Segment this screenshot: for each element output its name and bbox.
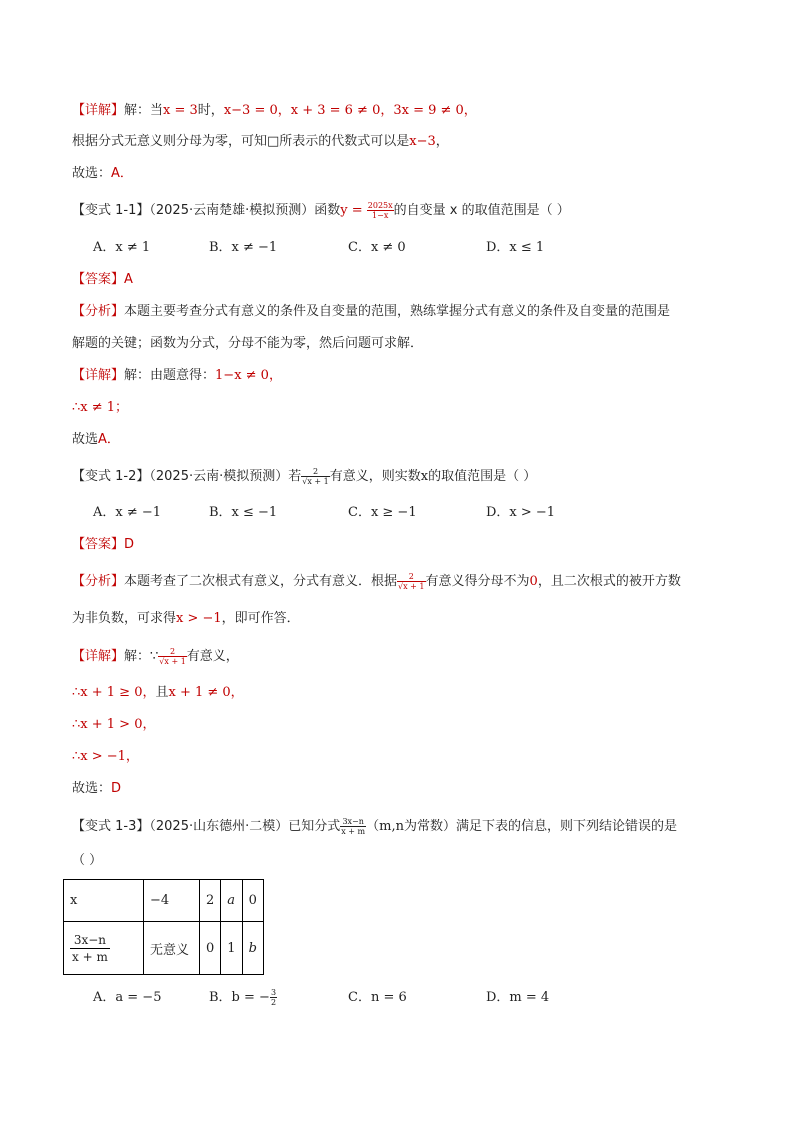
question-stem [72, 201, 570, 221]
answer-value: A [124, 272, 133, 287]
table-cell: 1 [221, 922, 242, 975]
table-cell: 0 [200, 922, 221, 975]
fraction-numerator: 2025x [367, 201, 393, 210]
option-c: C．x ≥ −1 [348, 505, 417, 520]
detail-text: 解：由题意得： [124, 368, 216, 383]
table-row [64, 880, 264, 922]
stem-text: 若 [288, 469, 302, 484]
option-d: D．m = 4 [486, 990, 550, 1005]
table-cell: 0 [242, 880, 263, 922]
stem-text: 的取值范围是（ ） [428, 469, 537, 484]
variant-tag: 【变式 1-3】 [72, 819, 150, 834]
choice-line [72, 164, 133, 184]
stem-text: （ [366, 819, 380, 834]
fraction [340, 817, 366, 836]
fraction-denominator: √x + 1 [398, 582, 425, 591]
table-cell: −4 [144, 880, 200, 922]
option-a: A．x ≠ −1 [93, 505, 162, 520]
fraction [158, 647, 187, 666]
choice-value: A． [98, 432, 120, 447]
fraction-denominator: √x + 1 [159, 657, 186, 666]
detail-tag: 【详解】 [72, 649, 125, 664]
choice-label: 故选： [72, 166, 112, 181]
math-expr: y = [340, 203, 363, 218]
answer-parentheses: （ ） [72, 853, 103, 868]
math-expr: x−3 [409, 134, 436, 149]
detail-text: 解：∵ [124, 649, 159, 664]
choice-value: A． [111, 166, 133, 181]
answer-line [72, 535, 134, 555]
detail-line [72, 647, 239, 667]
detail-line [72, 101, 477, 121]
stem-text: 为常数）满足下表的信息，则下列结论错误的是 [404, 819, 678, 834]
question-stem [72, 817, 677, 837]
stem-text: 的自变量 x 的取值范围是（ ） [393, 203, 570, 218]
fraction-numerator: 2 [301, 467, 330, 477]
math-expr: x−3 = 0，x + 3 = 6 ≠ 0，3x = 9 ≠ 0， [223, 103, 477, 118]
fraction [270, 988, 277, 1007]
math-expr: x = 3 [163, 103, 198, 118]
fraction-denominator: 2 [270, 998, 277, 1007]
table-cell: x [64, 880, 144, 922]
option-d: D．x ≤ 1 [486, 240, 545, 255]
reason-text: ， [435, 134, 449, 149]
fraction-numerator: 2 [158, 647, 187, 657]
fraction-numerator: 2 [397, 572, 426, 582]
solution-step: ∴x > −1， [72, 749, 139, 764]
detail-text: 有意义， [186, 649, 239, 664]
table-row [64, 922, 264, 975]
table-cell [64, 922, 144, 975]
math-expr: x > −1 [176, 611, 222, 626]
option-d: D．x > −1 [486, 505, 556, 520]
table-cell: b [242, 922, 263, 975]
fraction-denominator: x + m [341, 827, 366, 836]
detail-tag: 【详解】 [72, 368, 125, 383]
variant-tag: 【变式 1-1】 [72, 203, 150, 218]
solution-step: ∴x ≠ 1； [72, 400, 129, 415]
detail-text: 解：当 [124, 103, 164, 118]
math-expr: 0 [529, 574, 538, 589]
analysis-line [72, 609, 300, 629]
fraction-denominator: 1−x [372, 211, 389, 220]
analysis-text: 本题考查了二次根式有意义，分式有意义．根据 [124, 574, 398, 589]
fraction-numerator: 3x−n [70, 932, 110, 949]
solution-step [72, 683, 244, 703]
table-cell: 2 [200, 880, 221, 922]
answer-value: D [124, 537, 135, 552]
solution-step: ∴x + 1 > 0， [72, 717, 156, 732]
option-a: A．x ≠ 1 [93, 240, 151, 255]
choice-line [72, 430, 120, 450]
source: （2025·山东德州·二模） [149, 819, 289, 834]
fraction [367, 201, 394, 220]
stem-text: 已知分式 [288, 819, 341, 834]
analysis-tag: 【分析】 [72, 574, 125, 589]
table-cell: 无意义 [144, 922, 200, 975]
choice-value: D [111, 781, 122, 796]
info-table [63, 879, 264, 975]
math-var: x [420, 469, 429, 484]
choice-label: 故选： [72, 781, 112, 796]
fraction [70, 932, 110, 965]
option-c: C．n = 6 [348, 990, 407, 1005]
stem-text: 函数 [314, 203, 341, 218]
question-stem [72, 467, 536, 487]
fraction-denominator: √x + 1 [302, 477, 329, 486]
detail-text: 时， [197, 103, 224, 118]
option-b: B．x ≠ −1 [209, 240, 278, 255]
analysis-line [72, 334, 423, 354]
math-var: m,n [379, 819, 404, 834]
analysis-line [72, 572, 681, 592]
option-a: A．a = −5 [93, 990, 162, 1005]
option-b: B．x ≤ −1 [209, 505, 278, 520]
math-expr: x + 1 ≠ 0， [168, 685, 244, 700]
analysis-text: ，且二次根式的被开方数 [537, 574, 681, 589]
analysis-text: ，即可作答． [221, 611, 300, 626]
variant-tag: 【变式 1-2】 [72, 469, 150, 484]
choice-label: 故选 [72, 432, 99, 447]
reason-text: 根据分式无意义则分母为零，可知□所表示的代数式可以是 [72, 134, 410, 149]
analysis-text: 为非负数，可求得 [72, 611, 177, 626]
fraction [301, 467, 330, 486]
source: （2025·云南·模拟预测） [149, 469, 289, 484]
stem-text: 有意义，则实数 [329, 469, 421, 484]
option-b-prefix: B．b = − [209, 990, 270, 1005]
table-cell: a [221, 880, 242, 922]
choice-line [72, 779, 121, 799]
option-b [209, 988, 277, 1008]
option-c: C．x ≠ 0 [348, 240, 406, 255]
fraction [397, 572, 426, 591]
source: （2025·云南楚雄·模拟预测） [149, 203, 315, 218]
fraction-numerator: 3 [270, 988, 277, 997]
reason-line [72, 132, 449, 152]
analysis-tag: 【分析】 [72, 304, 125, 319]
answer-tag: 【答案】 [72, 537, 125, 552]
analysis-text: 有意义得分母不为 [425, 574, 530, 589]
analysis-text: 本题主要考查分式有意义的条件及自变量的范围，熟练掌握分式有意义的条件及自变量的范围是 [124, 304, 671, 319]
answer-tag: 【答案】 [72, 272, 125, 287]
detail-tag: 【详解】 [72, 103, 125, 118]
fraction-numerator: 3x−n [340, 817, 366, 827]
math-expr: 1−x ≠ 0， [215, 368, 282, 383]
fraction-denominator: x + m [72, 949, 108, 964]
math-expr: ∴x + 1 ≥ 0， [72, 685, 156, 700]
analysis-text: 解题的关键；函数为分式，分母不能为零，然后问题可求解． [72, 336, 424, 351]
detail-line [72, 366, 282, 386]
step-text: 且 [155, 685, 169, 700]
analysis-line [72, 302, 670, 322]
answer-line [72, 270, 133, 290]
